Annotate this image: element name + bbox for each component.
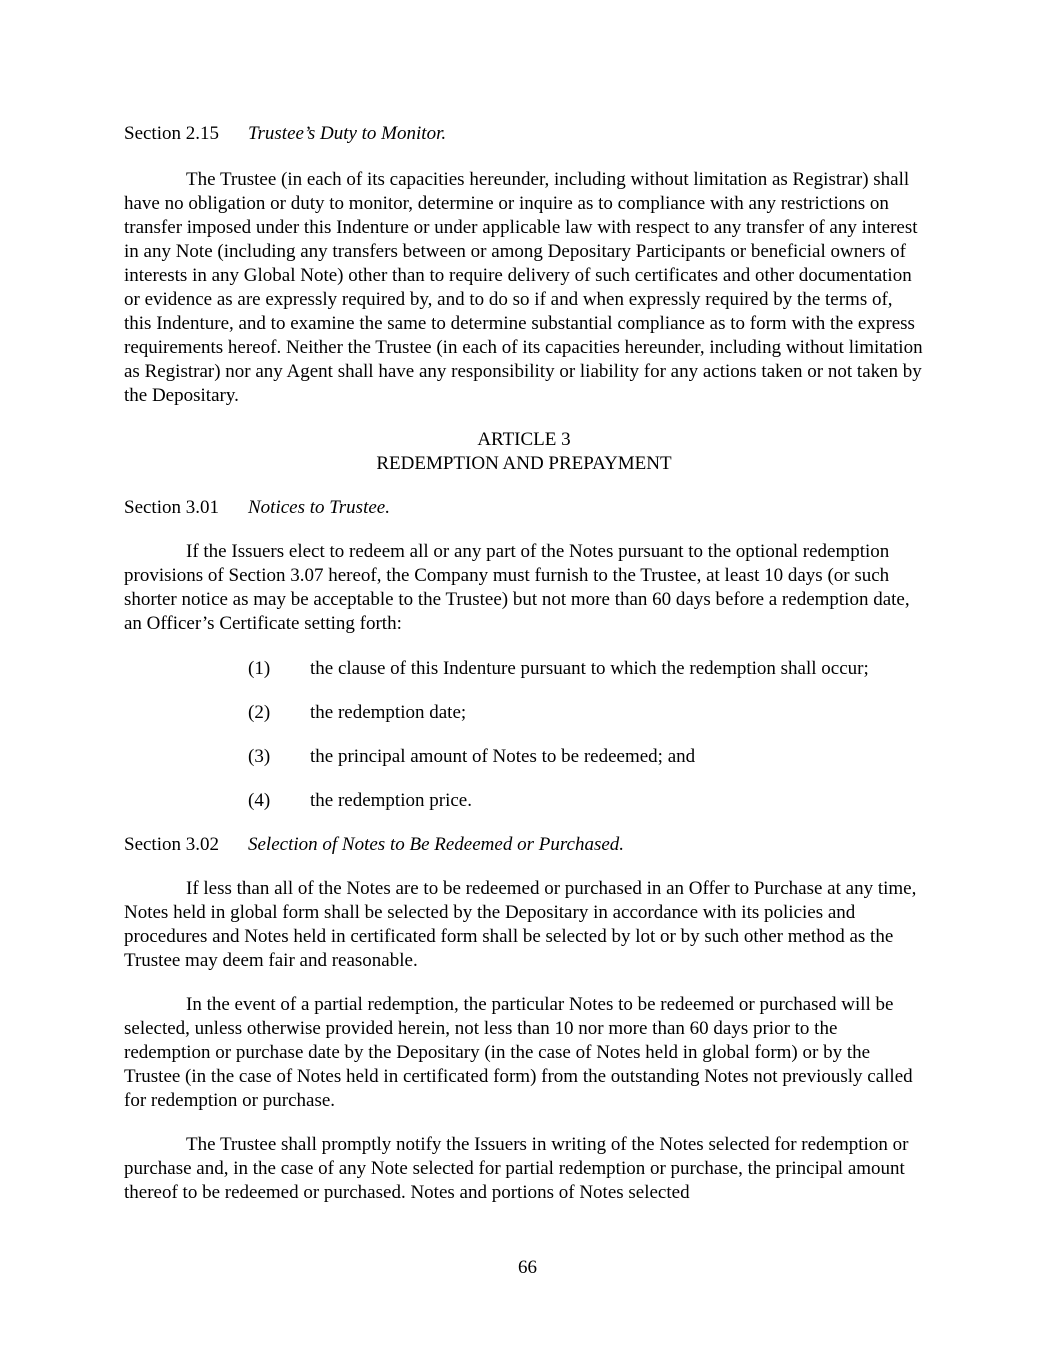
article-title: REDEMPTION AND PREPAYMENT — [376, 453, 672, 474]
list-item — [124, 745, 924, 769]
list-item-number: (3) — [248, 746, 271, 767]
section-number: Section 3.02 — [124, 834, 219, 855]
list-item — [124, 657, 924, 681]
list-item-number: (4) — [248, 790, 271, 811]
section-number: Section 3.01 — [124, 497, 219, 518]
list-item-number: (1) — [248, 658, 271, 679]
section-3-01-heading — [124, 496, 924, 520]
section-3-02-paragraph-2: In the event of a partial redemption, the particular Notes to be redeemed or purchased will be selected, unless otherwise provided herein, not less than 10 nor more than 60 days prior to the redemption or purchase date by the Depositary (in the case of Notes held in global form) or by the Trustee (in the case of Notes held in certificated form) from the outstanding Notes not previously called for redemption or purchase. — [124, 994, 913, 1111]
list-item — [124, 701, 924, 725]
list-item-text: the principal amount of Notes to be redeemed; and — [310, 746, 696, 767]
section-2-15-heading — [124, 122, 924, 146]
page-number: 66 — [518, 1257, 537, 1278]
list-item-number: (2) — [248, 702, 271, 723]
section-3-02-heading — [124, 833, 924, 857]
document-page — [124, 122, 924, 1205]
section-3-02-paragraph-1: If less than all of the Notes are to be redeemed or purchased in an Offer to Purchase at any time, Notes held in global form shall be selected by the Depositary in accordance with its policies and procedures and Notes held in certificated form shall be selected by lot or by such other method as the Trustee may deem fair and reasonable. — [124, 878, 917, 971]
section-title: Trustee’s Duty to Monitor. — [248, 123, 447, 144]
list-item — [124, 789, 924, 813]
section-2-15-paragraph: The Trustee (in each of its capacities hereunder, including without limitation as Registrar) shall have no obligation or duty to monitor, determine or inquire as to compliance with any restrictions on transfer imposed under this Indenture or under applicable law with respect to any transfer of any interest in any Note (including any transfers between or among Depositary Participants or beneficial owners of interests in any Global Note) other than to require delivery of such certificates and other documentation or evidence as are expressly required by, and to do so if and when expressly required by the terms of, this Indenture, and to examine the same to determine substantial compliance as to form with the express requirements hereof. Neither the Trustee (in each of its capacities hereunder, including without limitation as Registrar) nor any Agent shall have any responsibility or liability for any actions taken or not taken by the Depositary. — [124, 169, 923, 406]
list-item-text: the clause of this Indenture pursuant to which the redemption shall occur; — [310, 658, 869, 679]
section-title: Notices to Trustee. — [248, 497, 390, 518]
list-item-text: the redemption date; — [310, 702, 467, 723]
section-title: Selection of Notes to Be Redeemed or Purchased. — [248, 834, 625, 855]
section-3-02-paragraph-3: The Trustee shall promptly notify the Issuers in writing of the Notes selected for redemption or purchase and, in the case of any Note selected for partial redemption or purchase, the principal amount thereof to be redeemed or purchased. Notes and portions of Notes selected — [124, 1134, 909, 1203]
article-number: ARTICLE 3 — [477, 429, 571, 450]
section-3-01-paragraph: If the Issuers elect to redeem all or any part of the Notes pursuant to the optional redemption provisions of Section 3.07 hereof, the Company must furnish to the Trustee, at least 10 days (or such shorter notice as may be acceptable to the Trustee) but not more than 60 days before a redemption date, an Officer’s Certificate setting forth: — [124, 541, 910, 634]
list-item-text: the redemption price. — [310, 790, 472, 811]
section-number: Section 2.15 — [124, 123, 219, 144]
